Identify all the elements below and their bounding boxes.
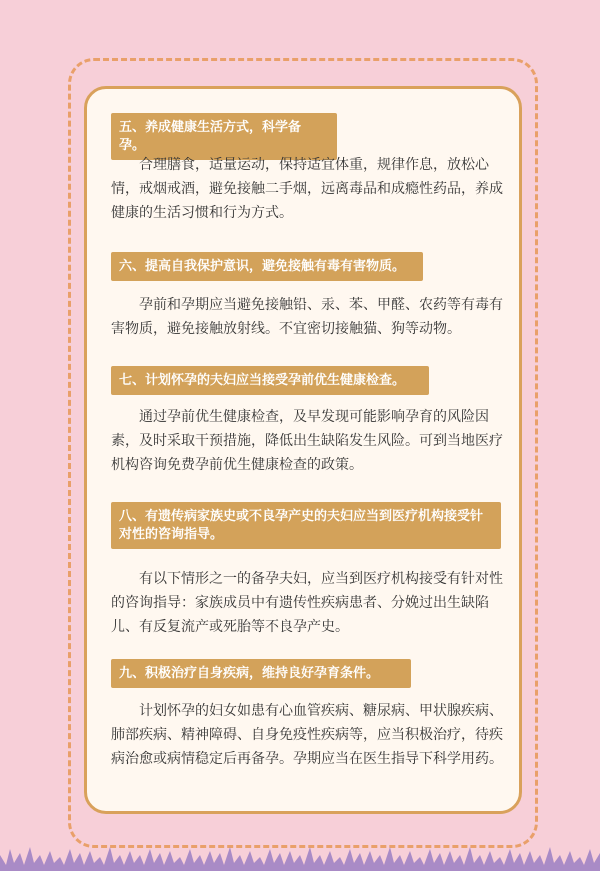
section-body: 计划怀孕的妇女如患有心血管疾病、糖尿病、甲状腺疾病、肺部疾病、精神障碍、自身免疫性疾病等，应当积极治疗，待疾病治愈或病情稳定后再备孕。孕期应当在医生指导下科学用药。 — [111, 703, 503, 767]
section-heading: 八、有遗传病家族史或不良孕产史的夫妇应当到医疗机构接受针对性的咨询指导。 — [111, 502, 501, 549]
grass-decoration — [0, 843, 600, 871]
section-body: 通过孕前优生健康检查，及早发现可能影响孕育的风险因素，及时采取干预措施，降低出生缺陷发生风险。可到当地医疗机构咨询免费孕前优生健康检查的政策。 — [111, 409, 503, 473]
section-heading: 九、积极治疗自身疾病，维持良好孕育条件。 — [111, 659, 411, 688]
section-heading: 七、计划怀孕的夫妇应当接受孕前优生健康检查。 — [111, 366, 429, 395]
section-heading: 六、提高自我保护意识，避免接触有毒有害物质。 — [111, 252, 423, 281]
section-body: 合理膳食，适量运动，保持适宜体重，规律作息，放松心情，戒烟戒酒，避免接触二手烟，远离毒品和成瘾性药品，养成健康的生活习惯和行为方式。 — [111, 157, 503, 221]
section-body: 有以下情形之一的备孕夫妇，应当到医疗机构接受有针对性的咨询指导：家族成员中有遗传性疾病患者、分娩过出生缺陷儿、有反复流产或死胎等不良孕产史。 — [111, 571, 503, 635]
section-body: 孕前和孕期应当避免接触铅、汞、苯、甲醛、农药等有毒有害物质，避免接触放射线。不宜密切接触猫、狗等动物。 — [111, 297, 503, 337]
content-panel — [84, 86, 522, 814]
section-heading: 五、养成健康生活方式，科学备孕。 — [111, 113, 337, 160]
